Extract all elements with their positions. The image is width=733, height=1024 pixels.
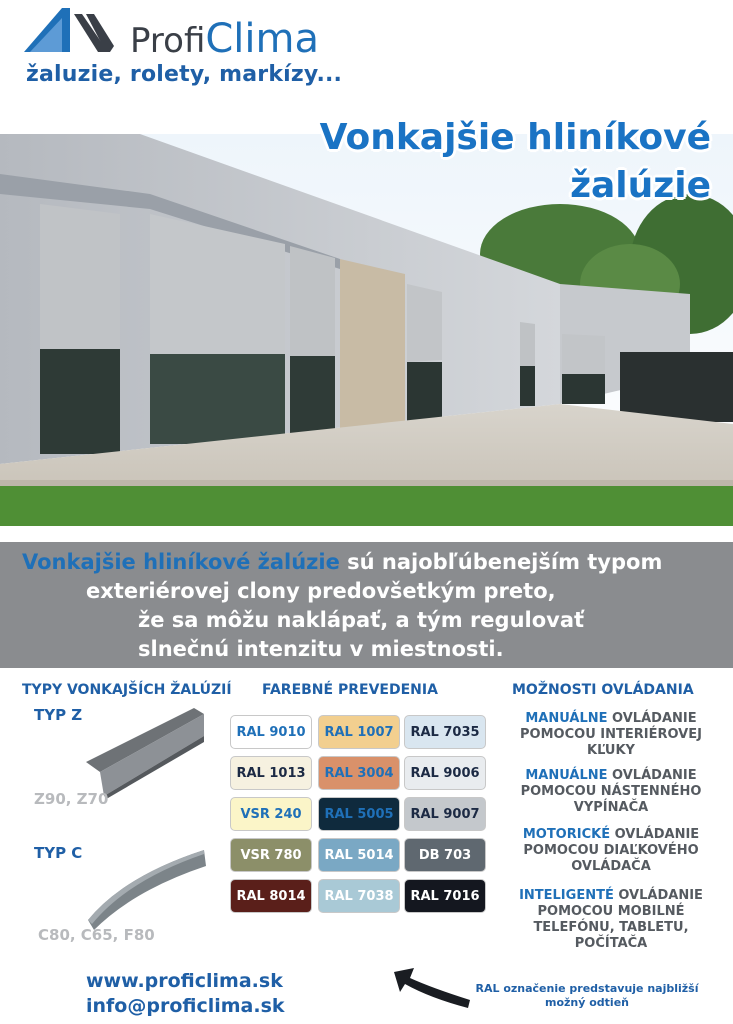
swatch-ral-5005: RAL 5005: [318, 797, 400, 831]
type-c-slat-image: [84, 846, 208, 930]
swatch-ral-9006: RAL 9006: [404, 756, 486, 790]
control-option-smart: [498, 888, 724, 952]
control-option-3-highlight: MOTORICKÉ: [522, 827, 611, 842]
ral-note-line-1: RAL označenie predstavuje najbližší: [475, 982, 699, 995]
control-option-2-highlight: MANUÁLNE: [525, 768, 608, 783]
control-title: MOŽNOSTI OVLÁDANIA: [512, 682, 694, 698]
slogan: žaluzie, rolety, markízy...: [26, 62, 343, 87]
types-title: TYPY VONKAJŠÍCH ŽALÚZIÍ: [22, 682, 232, 698]
control-option-manual-switch: [498, 768, 724, 816]
intro-line-2: exteriérovej clony predovšetkým preto,: [86, 579, 556, 603]
control-option-motor-remote: [498, 827, 724, 875]
website-link[interactable]: www.proficlima.sk: [86, 970, 283, 992]
brand-name: [130, 16, 319, 62]
headline: [320, 114, 711, 210]
swatch-ral-1013: RAL 1013: [230, 756, 312, 790]
intro-line-1: [22, 548, 662, 577]
brand-clima: Clima: [205, 16, 319, 62]
intro-line-1-rest: sú najobľúbenejším typom: [339, 550, 663, 574]
control-option-3-line3: OVLÁDAČA: [571, 859, 651, 874]
swatch-ral-7035: RAL 7035: [404, 715, 486, 749]
swatch-db-703: DB 703: [404, 838, 486, 872]
type-c-label: TYP C: [34, 844, 83, 862]
swatch-vsr-780: VSR 780: [230, 838, 312, 872]
control-option-1-line2: POMOCOU INTERIÉROVEJ: [520, 727, 702, 742]
control-option-3-line1: OVLÁDANIE: [610, 827, 700, 842]
swatch-ral-1007: RAL 1007: [318, 715, 400, 749]
swatch-ral-5014: RAL 5014: [318, 838, 400, 872]
intro-line-3: že sa môžu naklápať, a tým regulovať: [138, 608, 585, 632]
control-option-4-line4: POČÍTAČA: [574, 936, 648, 951]
proficlima-logo-icon: [22, 6, 114, 54]
control-option-1-highlight: MANUÁLNE: [525, 711, 608, 726]
control-option-4-highlight: INTELIGENTÉ: [519, 888, 614, 903]
brand-profi: Profi: [130, 21, 206, 61]
swatch-ral-3004: RAL 3004: [318, 756, 400, 790]
colors-title: FAREBNÉ PREVEDENIA: [262, 682, 438, 698]
control-option-4-line1: OVLÁDANIE: [613, 888, 703, 903]
control-option-3-line2: POMOCOU DIAĽKOVÉHO: [523, 843, 699, 858]
ral-note-line-2: možný odtieň: [544, 996, 629, 1009]
control-option-2-line3: VYPÍNAČA: [573, 800, 649, 815]
type-z-codes: Z90, Z70: [34, 790, 109, 808]
email-link[interactable]: info@proficlima.sk: [86, 995, 285, 1017]
swatch-ral-7038: RAL 7038: [318, 879, 400, 913]
headline-line-1: Vonkajšie hliníkové: [319, 117, 711, 158]
control-option-1-line1: OVLÁDANIE: [607, 711, 697, 726]
control-option-4-line2: POMOCOU MOBILNÉ: [537, 904, 685, 919]
control-option-1-line3: KĽUKY: [587, 743, 635, 758]
type-c-codes: C80, C65, F80: [38, 926, 155, 944]
type-z-slat-image: [84, 706, 206, 798]
control-option-manual-crank: [498, 711, 724, 759]
control-option-2-line2: POMOCOU NÁSTENNÉHO: [520, 784, 702, 799]
swatch-vsr-240: VSR 240: [230, 797, 312, 831]
swatch-ral-9010: RAL 9010: [230, 715, 312, 749]
swatch-ral-8014: RAL 8014: [230, 879, 312, 913]
ral-note: [462, 982, 712, 1010]
swatch-ral-9007: RAL 9007: [404, 797, 486, 831]
swatch-ral-7016: RAL 7016: [404, 879, 486, 913]
control-option-4-line3: TELEFÓNU, TABLETU,: [533, 920, 689, 935]
intro-highlight: Vonkajšie hliníkové žalúzie: [22, 550, 340, 574]
headline-line-2: žalúzie: [570, 165, 711, 206]
type-z-label: TYP Z: [34, 706, 83, 724]
intro-line-4: slnečnú intenzitu v miestnosti.: [138, 637, 504, 661]
curved-arrow-icon: [392, 962, 472, 1018]
control-option-2-line1: OVLÁDANIE: [607, 768, 697, 783]
